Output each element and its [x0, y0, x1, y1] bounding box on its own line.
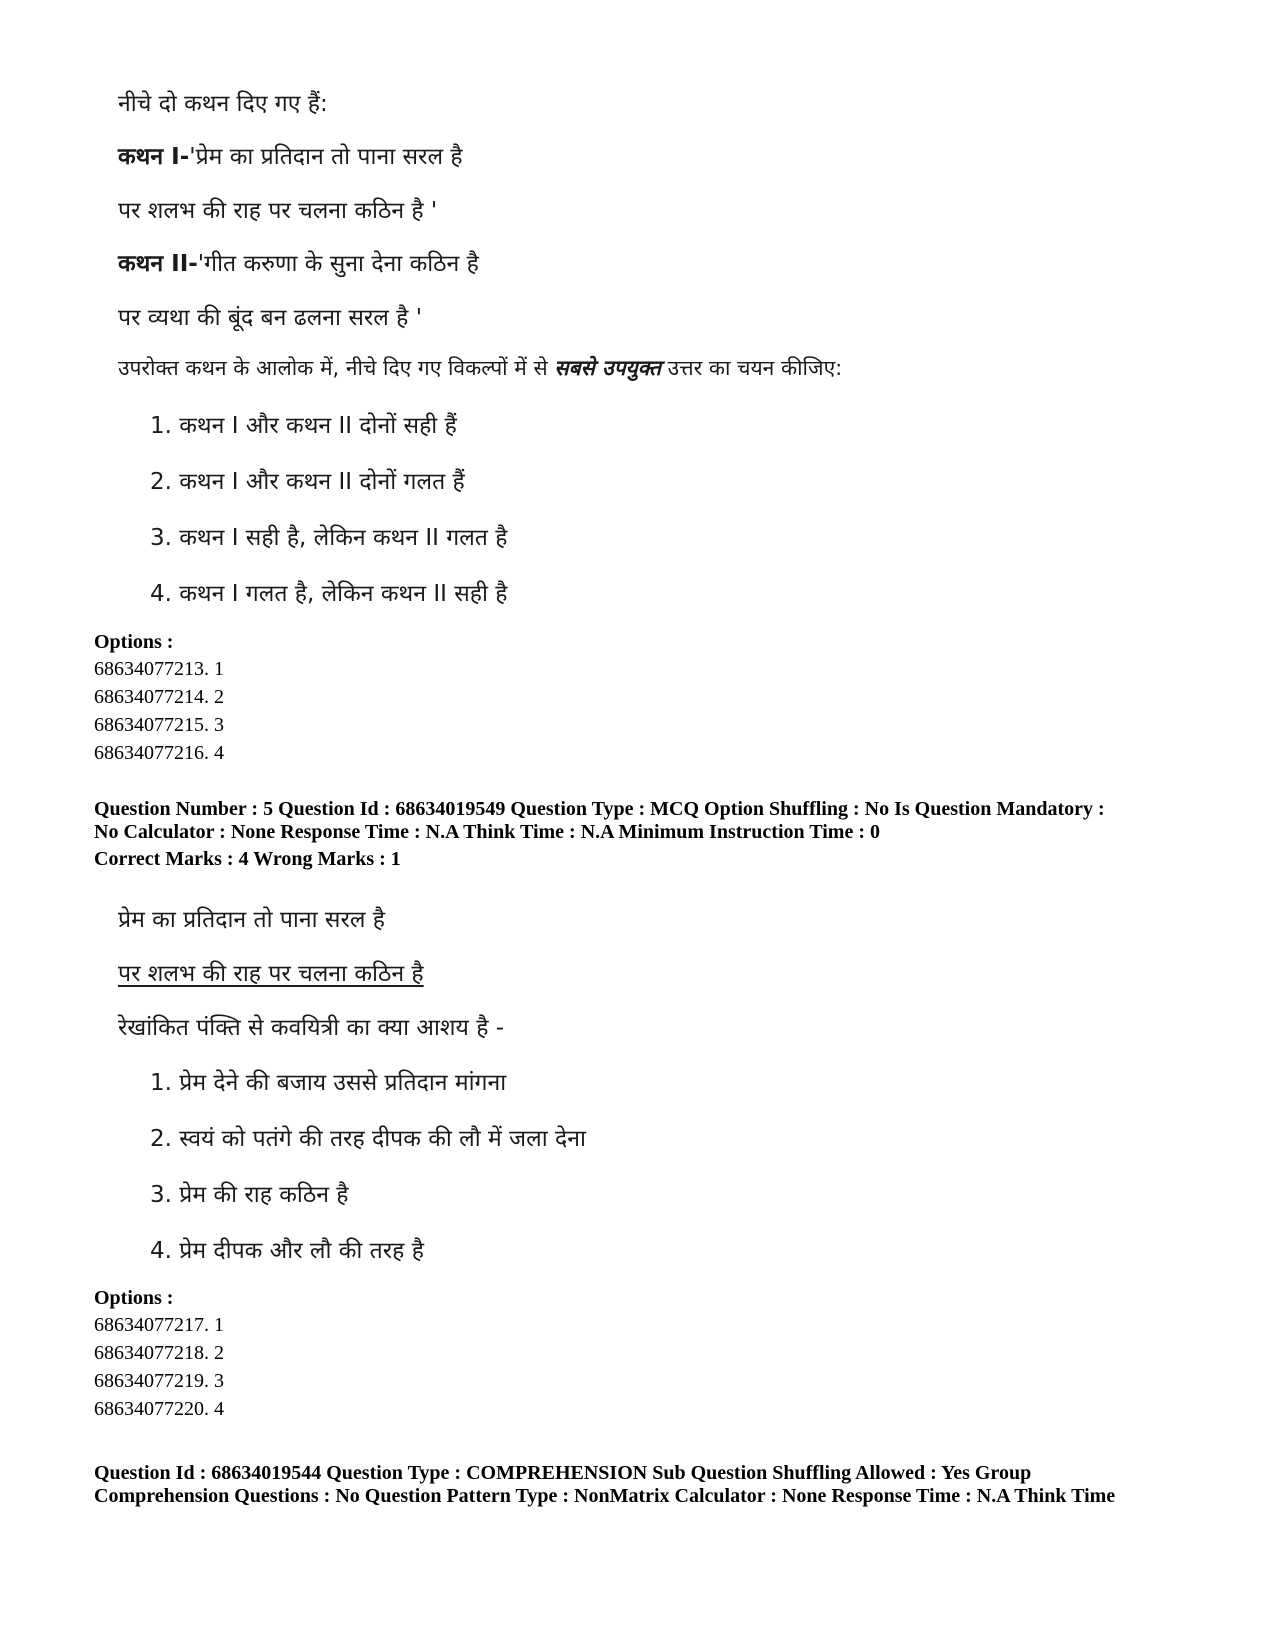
- q4-instruction-emphasis: सबसे उपयुक्त: [554, 356, 661, 380]
- q5-option-4: 68634077220. 4: [94, 1398, 224, 1420]
- q4-statement-1-text: 'प्रेम का प्रतिदान तो पाना सरल है: [189, 144, 463, 170]
- q5-choice-1: 1. प्रेम देने की बजाय उससे प्रतिदान मांगना: [150, 1070, 507, 1096]
- q5-choice-3: 3. प्रेम की राह कठिन है: [150, 1182, 349, 1208]
- q5-choice-2: 2. स्वयं को पतंगे की तरह दीपक की लौ में जला देना: [150, 1126, 586, 1152]
- q5-option-3: 68634077219. 3: [94, 1370, 224, 1392]
- q5-choice-4: 4. प्रेम दीपक और लौ की तरह है: [150, 1238, 424, 1264]
- q5-meta-line-2: No Calculator : None Response Time : N.A Think Time : N.A Minimum Instruction Time : 0: [94, 821, 880, 843]
- q5-question: रेखांकित पंक्ति से कवयित्री का क्या आशय है -: [118, 1015, 505, 1041]
- q4-option-4: 68634077216. 4: [94, 742, 224, 764]
- q4-statement-2-label: कथन II-: [118, 251, 198, 277]
- q4-choice-4: 4. कथन I गलत है, लेकिन कथन II सही है: [150, 581, 508, 607]
- q5-meta-line-1: Question Number : 5 Question Id : 68634019549 Question Type : MCQ Option Shuffling : No Is Question Mandatory :: [94, 798, 1105, 820]
- q4-choice-1: 1. कथन I और कथन II दोनों सही हैं: [150, 413, 457, 439]
- q4-choice-2: 2. कथन I और कथन II दोनों गलत हैं: [150, 469, 465, 495]
- q5-options-label: Options :: [94, 1287, 174, 1309]
- q4-intro: नीचे दो कथन दिए गए हैं:: [118, 91, 328, 117]
- q4-instruction: [118, 354, 842, 382]
- q5-marks: Correct Marks : 4 Wrong Marks : 1: [94, 848, 401, 870]
- q4-statement-2-line-2: पर व्यथा की बूंद बन ढलना सरल है ': [118, 305, 423, 331]
- q4-statement-1-line-2: पर शलभ की राह पर चलना कठिन है ': [118, 198, 438, 224]
- q5-option-1: 68634077217. 1: [94, 1314, 224, 1336]
- q4-statement-2-text: 'गीत करुणा के सुना देना कठिन है: [197, 251, 479, 277]
- q4-option-1: 68634077213. 1: [94, 658, 224, 680]
- q5-option-2: 68634077218. 2: [94, 1342, 224, 1364]
- q4-instruction-pre: उपरोक्त कथन के आलोक में, नीचे दिए गए विकल्पों में से: [118, 356, 555, 380]
- q4-statement-1-line-1: [118, 139, 463, 171]
- q4-choice-3: 3. कथन I सही है, लेकिन कथन II गलत है: [150, 525, 508, 551]
- q4-instruction-post: उत्तर का चयन कीजिए:: [660, 356, 843, 380]
- q4-option-3: 68634077215. 3: [94, 714, 224, 736]
- q4-option-2: 68634077214. 2: [94, 686, 224, 708]
- next-question-meta-line-2: Comprehension Questions : No Question Pattern Type : NonMatrix Calculator : None Response Time : N.A Think Time: [94, 1485, 1116, 1507]
- q4-statement-1-label: कथन I-: [118, 144, 190, 170]
- q4-statement-2-line-1: [118, 246, 479, 278]
- q5-line-2-underlined: पर शलभ की राह पर चलना कठिन है: [118, 961, 424, 987]
- q5-line-1: प्रेम का प्रतिदान तो पाना सरल है: [118, 907, 385, 933]
- q4-options-label: Options :: [94, 631, 174, 653]
- next-question-meta-line-1: Question Id : 68634019544 Question Type : COMPREHENSION Sub Question Shuffling Allowed : Yes Group: [94, 1462, 1032, 1484]
